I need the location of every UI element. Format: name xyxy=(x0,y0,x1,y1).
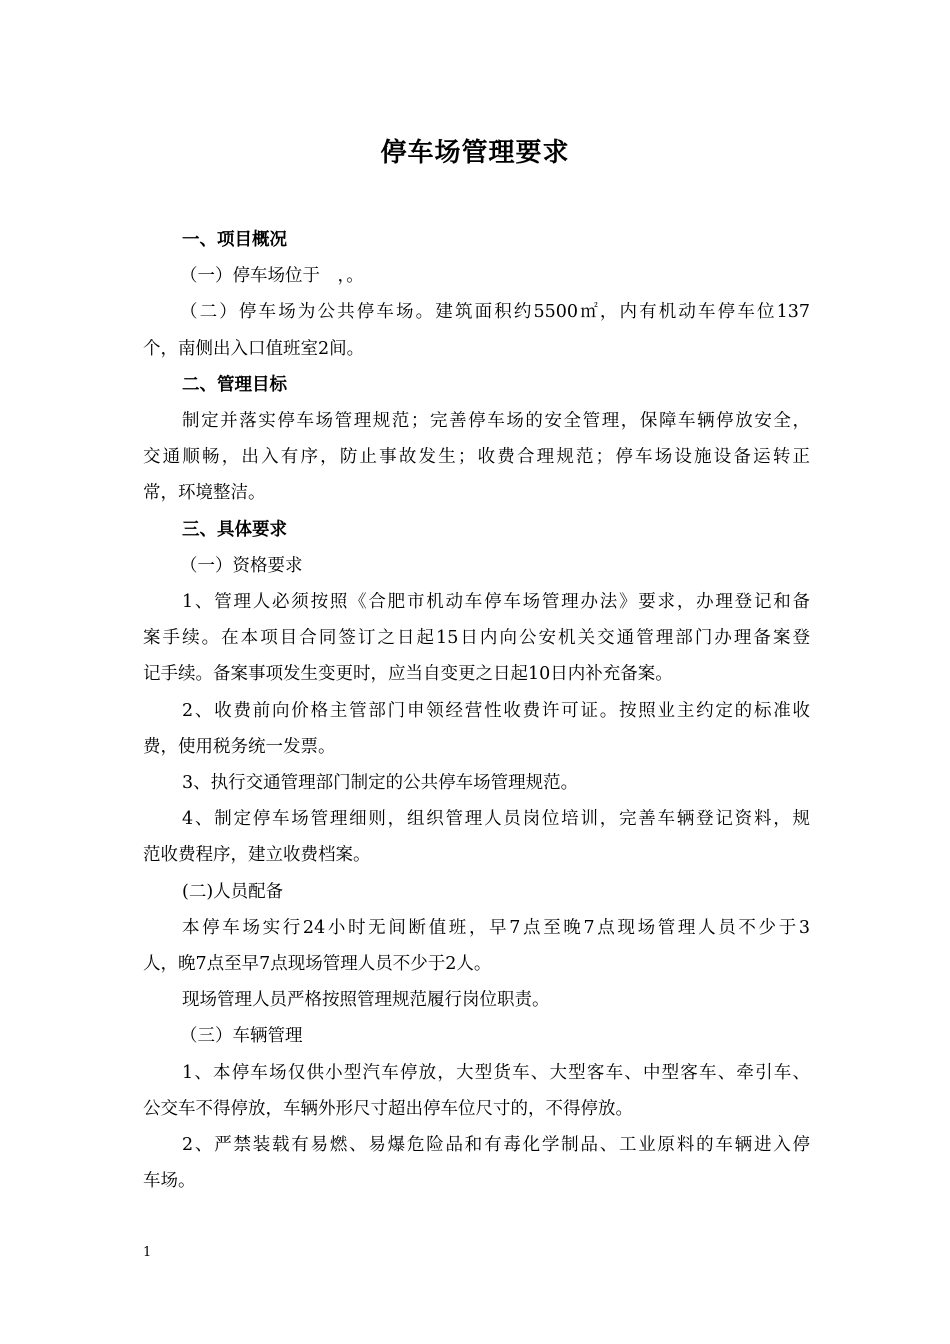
subsection-heading: （一）资格要求 xyxy=(180,555,303,576)
page-number: 1 xyxy=(143,1245,152,1260)
section-heading-goals: 二、管理目标 xyxy=(182,374,287,395)
paragraph-line: 1、本停车场仅供小型汽车停放，大型货车、大型客车、中型客车、牵引车、 xyxy=(182,1062,810,1083)
paragraph-line: 2、严禁装载有易燃、易爆危险品和有毒化学制品、工业原料的车辆进入停 xyxy=(182,1135,810,1156)
section-heading-overview: 一、项目概况 xyxy=(182,230,287,250)
subsection-heading: （三）车辆管理 xyxy=(180,1026,303,1047)
paragraph-line: 人，晚7点至早7点现场管理人员不少于2人。 xyxy=(143,954,492,975)
paragraph-line: 范收费程序，建立收费档案。 xyxy=(143,845,371,866)
paragraph-line: 记手续。备案事项发生变更时，应当自变更之日起10日内补充备案。 xyxy=(143,664,673,685)
subsection-heading: (二)人员配备 xyxy=(182,881,284,902)
paragraph-line: 4、制定停车场管理细则，组织管理人员岗位培训，完善车辆登记资料，规 xyxy=(182,809,810,830)
paragraph-line: 现场管理人员严格按照管理规范履行岗位职责。 xyxy=(182,990,550,1011)
paragraph-line: 3、执行交通管理部门制定的公共停车场管理规范。 xyxy=(182,773,579,794)
paragraph-line: 案手续。在本项目合同签订之日起15日内向公安机关交通管理部门办理备案登 xyxy=(143,628,810,649)
paragraph-line: 公交车不得停放，车辆外形尺寸超出停车位尺寸的，不得停放。 xyxy=(143,1098,633,1119)
paragraph-line: 车场。 xyxy=(143,1171,196,1192)
paragraph-line: （一）停车场位于 ，。 xyxy=(180,266,364,287)
paragraph-line: 个，南侧出入口值班室2间。 xyxy=(143,338,365,359)
paragraph-line: 常，环境整洁。 xyxy=(143,483,266,504)
paragraph-line: （二）停车场为公共停车场。建筑面积约5500㎡，内有机动车停车位137 xyxy=(180,302,810,323)
paragraph-line: 本停车场实行24小时无间断值班，早7点至晚7点现场管理人员不少于3 xyxy=(182,917,810,938)
paragraph-line: 制定并落实停车场管理规范；完善停车场的安全管理，保障车辆停放安全， xyxy=(182,411,810,432)
paragraph-line: 1、管理人必须按照《合肥市机动车停车场管理办法》要求，办理登记和备 xyxy=(182,592,810,613)
paragraph-line: 2、收费前向价格主管部门申领经营性收费许可证。按照业主约定的标准收 xyxy=(182,700,810,721)
document-title: 停车场管理要求 xyxy=(380,138,570,168)
paragraph-line: 费，使用税务统一发票。 xyxy=(143,736,336,757)
section-heading-requirements: 三、具体要求 xyxy=(182,519,287,540)
document-body xyxy=(143,222,810,1199)
paragraph-line: 交通顺畅，出入有序，防止事故发生；收费合理规范；停车场设施设备运转正 xyxy=(143,447,810,468)
